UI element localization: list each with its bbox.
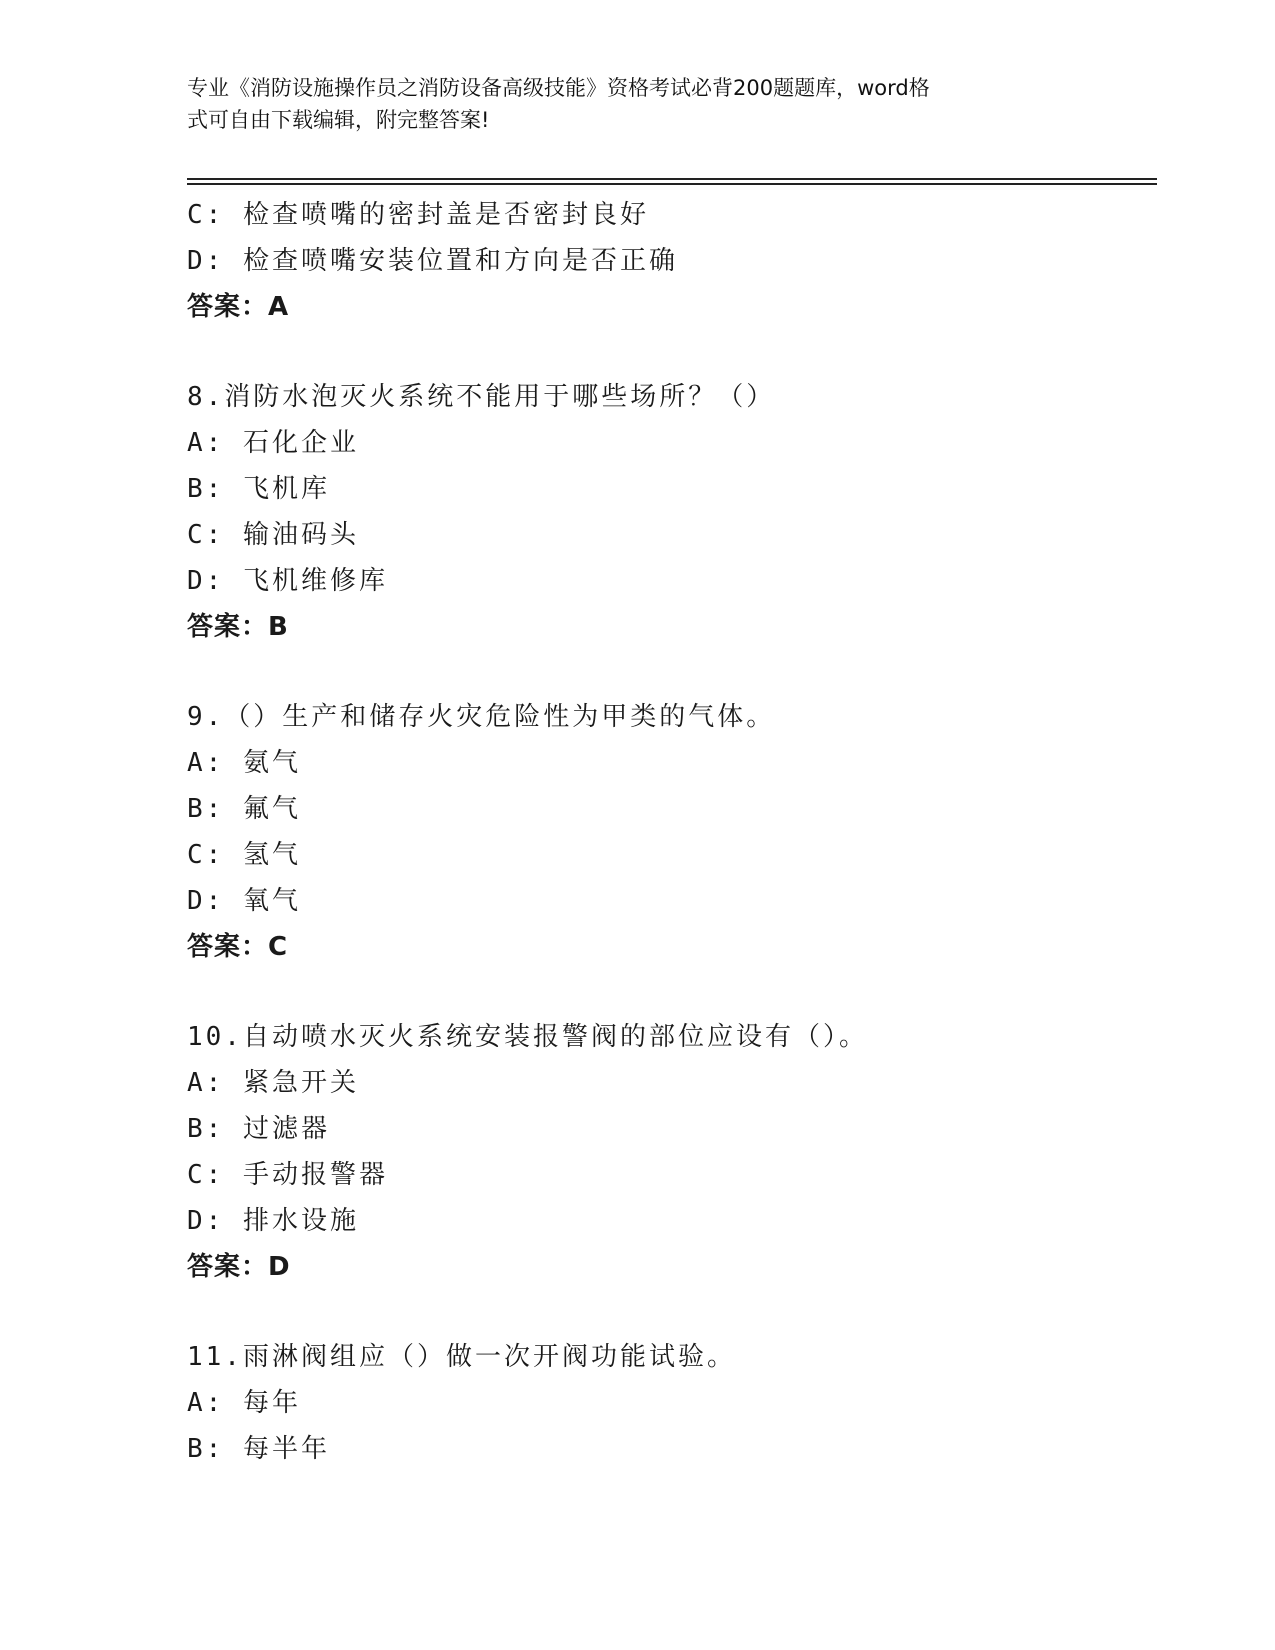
spacer — [187, 1290, 1167, 1334]
question-7-continued — [187, 192, 1167, 330]
option-b: B: 氟气 — [187, 794, 301, 824]
question-text: 8.消防水泡灭火系统不能用于哪些场所？（） — [187, 382, 776, 412]
option-a: A: 每年 — [187, 1388, 301, 1418]
question-8 — [187, 374, 1167, 650]
question-text: 10.自动喷水灭火系统安装报警阀的部位应设有（）。 — [187, 1022, 868, 1052]
option-b: B: 过滤器 — [187, 1114, 330, 1144]
option-b: B: 每半年 — [187, 1434, 330, 1464]
spacer — [187, 970, 1167, 1014]
option-a: A: 氨气 — [187, 748, 301, 778]
header-title-line-2: 式可自由下载编辑，附完整答案! — [187, 108, 490, 132]
question-9 — [187, 694, 1167, 970]
spacer — [187, 330, 1167, 374]
option-b: B: 飞机库 — [187, 474, 330, 504]
option-a: A: 石化企业 — [187, 428, 359, 458]
option-d: D: 检查喷嘴安装位置和方向是否正确 — [187, 246, 678, 276]
header-title-line-1: 专业《消防设施操作员之消防设备高级技能》资格考试必背200题题库，word格 — [187, 76, 930, 100]
question-11 — [187, 1334, 1167, 1472]
answer-label: 答案：B — [187, 612, 289, 642]
question-list — [187, 192, 1167, 1472]
header-divider-bottom — [187, 183, 1157, 185]
document-header — [187, 72, 1087, 136]
option-d: D: 氧气 — [187, 886, 301, 916]
option-d: D: 排水设施 — [187, 1206, 359, 1236]
option-c: C: 手动报警器 — [187, 1160, 388, 1190]
question-10 — [187, 1014, 1167, 1290]
question-text: 9.（）生产和储存火灾危险性为甲类的气体。 — [187, 702, 776, 732]
header-divider-top — [187, 178, 1157, 180]
answer-label: 答案：C — [187, 932, 289, 962]
option-a: A: 紧急开关 — [187, 1068, 359, 1098]
answer-label: 答案：D — [187, 1252, 291, 1282]
answer-label: 答案：A — [187, 292, 290, 322]
option-c: C: 检查喷嘴的密封盖是否密封良好 — [187, 200, 649, 230]
question-text: 11.雨淋阀组应（）做一次开阀功能试验。 — [187, 1342, 736, 1372]
option-c: C: 输油码头 — [187, 520, 359, 550]
option-c: C: 氢气 — [187, 840, 301, 870]
spacer — [187, 650, 1167, 694]
option-d: D: 飞机维修库 — [187, 566, 388, 596]
